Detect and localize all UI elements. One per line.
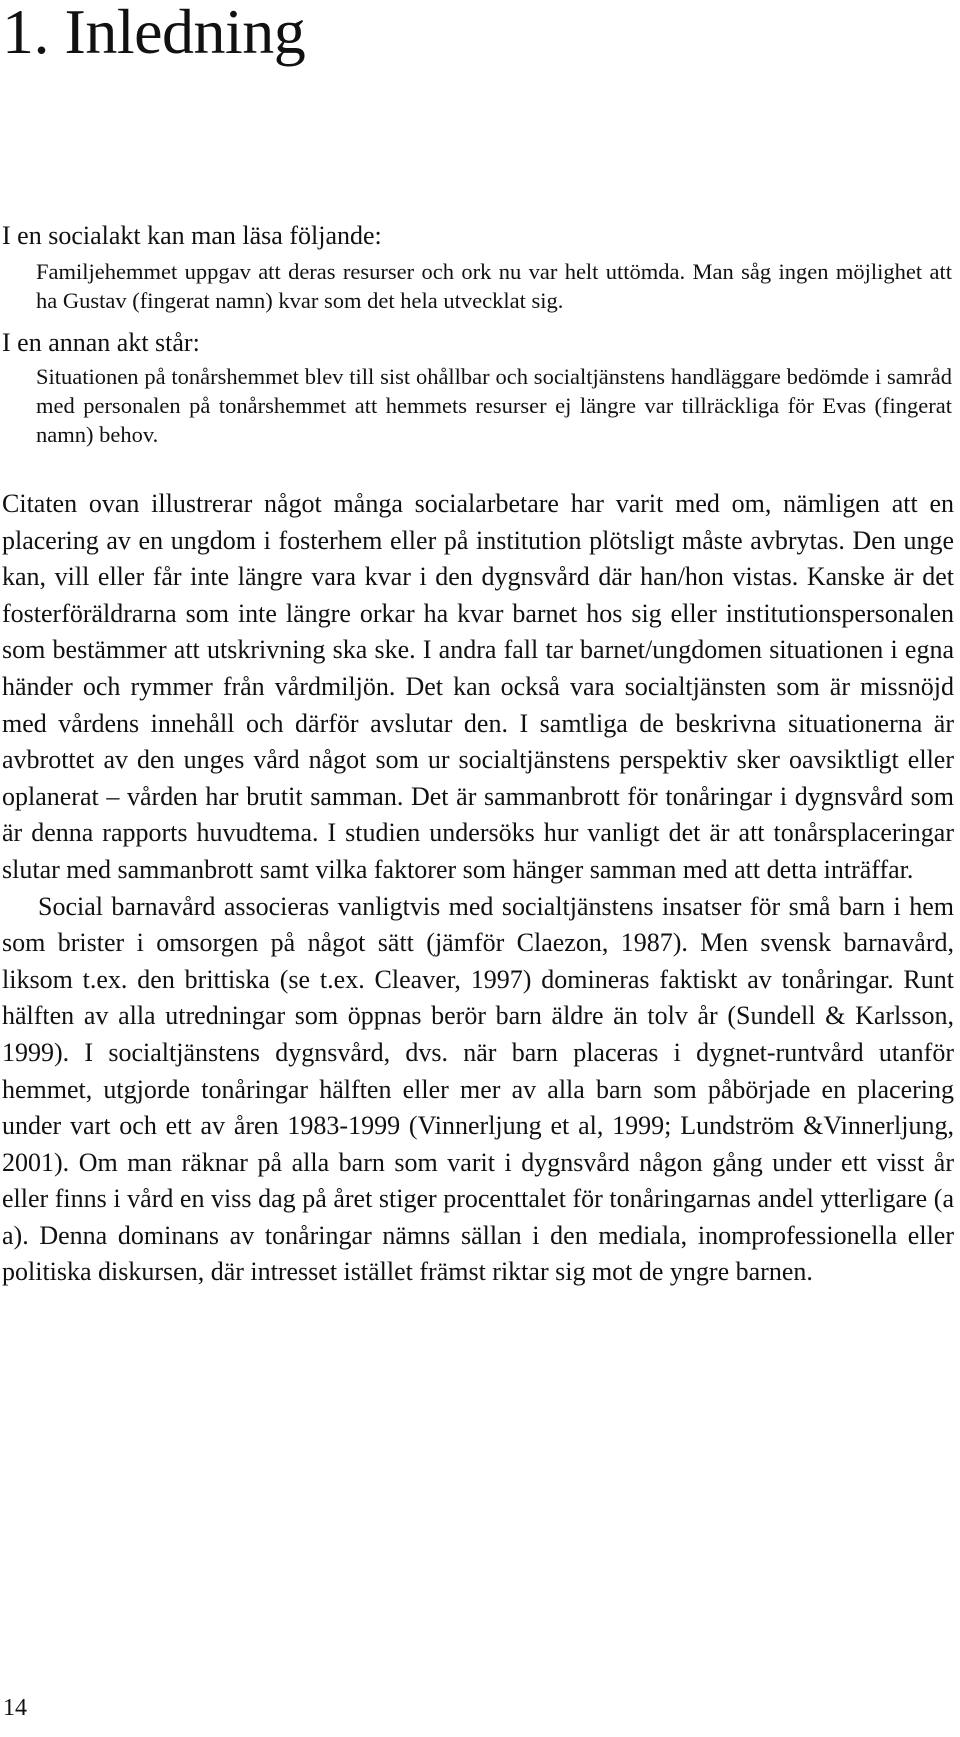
body-paragraph-2: Social barnavård associeras vanligtvis med socialtjänstens insatser för små barn i hem som brister i omsorgen på något sätt (jämför Claezon, 1987). Men svensk barnavård, liksom t.ex. den brittiska (se t.ex. Cleaver, 1997) domineras faktiskt av tonåringar. Runt hälften av alla utredningar som öppnas berör barn äldre än tolv år (Sundell & Karlsson, 1999). I socialtjänstens dygnsvård, dvs. när barn placeras i dygnet-runtvård utanför hemmet, utgjorde tonåringar hälften eller mer av alla barn som påbörjade en placering under vart och ett av åren 1983-1999 (Vinnerljung et al, 1999; Lundström &Vinnerljung, 2001). Om man räknar på alla barn som varit i dygnsvård någon gång under ett visst år eller finns i vård en viss dag på året stiger procenttalet för tonåringarnas andel ytterligare (a a). Denna dominans av tonåringar nämns sällan i den mediala, inomprofessionella eller politiska diskursen, där intresset istället främst riktar sig mot de yngre barnen. xyxy=(2,891,954,1287)
block-quote-1: Familjehemmet uppgav att deras resurser och ork nu var helt uttömda. Man såg ingen möjlighet att ha Gustav (fingerat namn) kvar som det hela utvecklat sig. xyxy=(36,259,952,313)
block-quote-2: Situationen på tonårshemmet blev till sist ohållbar och socialtjänstens handläggare bedömde i samråd med personalen på tonårshemmet att hemmets resurser ej längre var tillräckliga för Evas (fingerat namn) behov. xyxy=(36,364,952,447)
intro-line-2: I en annan akt står: xyxy=(2,328,200,357)
page-number: 14 xyxy=(3,1695,27,1721)
chapter-title: 1. Inledning xyxy=(2,0,306,67)
body-text xyxy=(2,486,954,1291)
intro-line-1: I en socialakt kan man läsa följande: xyxy=(2,221,382,250)
body-paragraph-1: Citaten ovan illustrerar något många socialarbetare har varit med om, nämligen att en placering av en ungdom i fosterhem eller på institution plötsligt måste avbrytas. Den unge kan, vill eller får inte längre vara kvar i den dygnsvård där han/hon vistas. Kanske är det fosterföräldrarna som inte längre orkar ha kvar barnet hos sig eller institutionspersonalen som bestämmer att utskrivning ska ske. I andra fall tar barnet/ungdomen situationen i egna händer och rymmer från vårdmiljön. Det kan också vara socialtjänsten som är missnöjd med vårdens innehåll och därför avslutar den. I samtliga de beskrivna situationerna är avbrottet av den unges vård något som ur socialtjänstens perspektiv sker oavsiktligt eller oplanerat – vården har brutit samman. Det är sammanbrott för tonåringar i dygnsvård som är denna rapports huvudtema. I studien undersöks hur vanligt det är att tonårsplaceringar slutar med sammanbrott samt vilka faktorer som hänger samman med att detta inträffar. xyxy=(2,489,954,884)
